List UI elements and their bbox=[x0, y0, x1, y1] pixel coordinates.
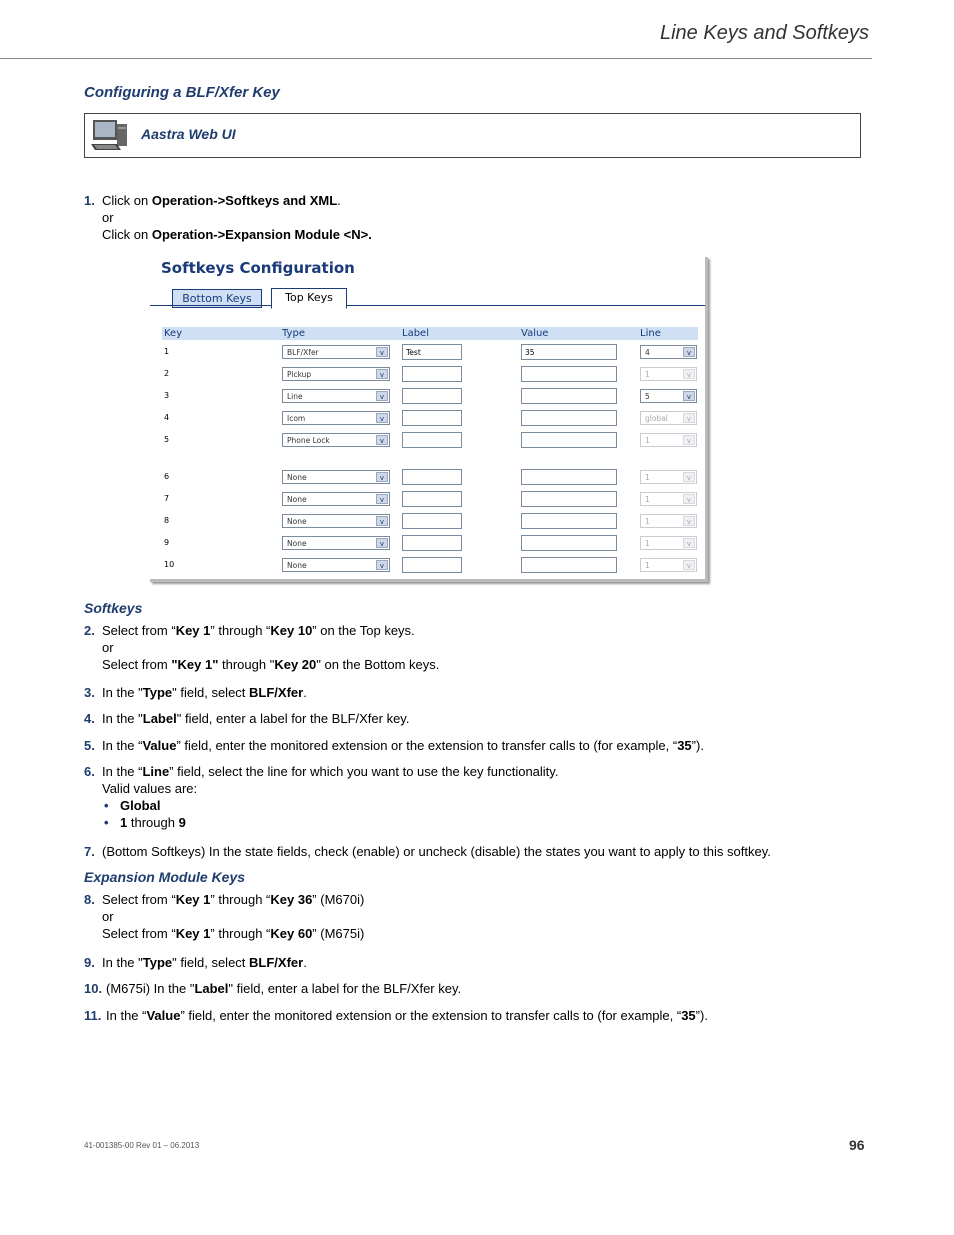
step-number: 5. bbox=[84, 738, 95, 753]
key-number: 1 bbox=[164, 347, 170, 356]
line-value: 1 bbox=[645, 539, 650, 548]
softkeys-subtitle: Softkeys bbox=[84, 600, 143, 616]
type-value: None bbox=[287, 473, 307, 482]
step-text: ”). bbox=[691, 738, 704, 753]
list-item bbox=[102, 814, 884, 831]
step-10 bbox=[84, 980, 884, 997]
table-row bbox=[162, 410, 698, 428]
step-6 bbox=[84, 763, 884, 831]
web-ui-label: Aastra Web UI bbox=[141, 126, 236, 142]
key-number: 8 bbox=[164, 516, 170, 525]
type-select[interactable] bbox=[282, 536, 390, 550]
chevron-down-icon: v bbox=[376, 435, 388, 445]
step-text: Select from “ bbox=[102, 926, 176, 941]
step-text: . bbox=[303, 685, 307, 700]
chevron-down-icon: v bbox=[376, 347, 388, 357]
line-value: 1 bbox=[645, 473, 650, 482]
chevron-down-icon: v bbox=[683, 472, 695, 482]
type-select[interactable] bbox=[282, 514, 390, 528]
chevron-down-icon: v bbox=[683, 347, 695, 357]
type-value: Phone Lock bbox=[287, 436, 330, 445]
line-value: 1 bbox=[645, 561, 650, 570]
line-select bbox=[640, 492, 697, 506]
bold-text: Key 36 bbox=[270, 892, 313, 907]
step-text: In the " bbox=[102, 685, 143, 700]
valid-values-list bbox=[102, 797, 884, 831]
chevron-down-icon: v bbox=[683, 494, 695, 504]
line-value: 1 bbox=[645, 517, 650, 526]
chevron-down-icon: v bbox=[376, 472, 388, 482]
chevron-down-icon: v bbox=[376, 516, 388, 526]
step-number: 7. bbox=[84, 844, 95, 859]
value-input[interactable]: 35 bbox=[521, 344, 617, 360]
step-text: through " bbox=[218, 657, 275, 672]
table-row bbox=[162, 432, 698, 450]
step-text: ” field, enter the monitored extension or the extension to transfer calls to (for example, “ bbox=[180, 1008, 682, 1023]
chevron-down-icon: v bbox=[683, 435, 695, 445]
label-input[interactable] bbox=[402, 491, 462, 507]
label-input[interactable] bbox=[402, 410, 462, 426]
step-text: " field, select bbox=[172, 955, 250, 970]
step-text: ” on the Top keys. bbox=[312, 623, 415, 638]
step-number: 4. bbox=[84, 711, 95, 726]
bold-text: Global bbox=[120, 798, 161, 813]
step-text: In the " bbox=[102, 955, 143, 970]
step-text: In the " bbox=[102, 711, 143, 726]
value-input[interactable] bbox=[521, 513, 617, 529]
or-text: or bbox=[102, 640, 114, 655]
table-header bbox=[162, 327, 698, 340]
label-input[interactable]: Test bbox=[402, 344, 462, 360]
column-value: Value bbox=[521, 328, 549, 339]
value-input[interactable] bbox=[521, 535, 617, 551]
label-input[interactable] bbox=[402, 557, 462, 573]
computer-icon bbox=[91, 118, 131, 152]
step-1 bbox=[84, 192, 884, 243]
or-text: or bbox=[102, 210, 114, 225]
aastra-web-ui-callout bbox=[84, 113, 861, 158]
document-id: 41-001385-00 Rev 01 – 06.2013 bbox=[84, 1141, 200, 1150]
step-7 bbox=[84, 843, 884, 860]
value-input[interactable] bbox=[521, 410, 617, 426]
chevron-down-icon: v bbox=[376, 538, 388, 548]
table-row bbox=[162, 366, 698, 384]
step-number: 3. bbox=[84, 685, 95, 700]
line-value: 1 bbox=[645, 370, 650, 379]
chevron-down-icon: v bbox=[376, 391, 388, 401]
line-select bbox=[640, 411, 697, 425]
step-text: In the “ bbox=[102, 764, 143, 779]
step-3 bbox=[84, 684, 884, 701]
bold-text: Label bbox=[194, 981, 229, 996]
step-text: In the “ bbox=[106, 1008, 147, 1023]
line-select bbox=[640, 514, 697, 528]
step-text: through bbox=[127, 815, 179, 830]
step-text: ” field, select the line for which you want to use the key functionality. bbox=[169, 764, 559, 779]
key-number: 5 bbox=[164, 435, 170, 444]
type-select[interactable] bbox=[282, 345, 390, 359]
screenshot-title: Softkeys Configuration bbox=[161, 259, 355, 277]
bold-text: 1 bbox=[120, 815, 128, 830]
type-value: None bbox=[287, 561, 307, 570]
chevron-down-icon: v bbox=[683, 516, 695, 526]
column-key: Key bbox=[164, 328, 183, 339]
label-input[interactable] bbox=[402, 535, 462, 551]
or-text: or bbox=[102, 909, 114, 924]
value-input[interactable] bbox=[521, 557, 617, 573]
bold-text: Value bbox=[146, 1008, 181, 1023]
step-text: . bbox=[303, 955, 307, 970]
step-number: 9. bbox=[84, 955, 95, 970]
tab-bottom-keys[interactable]: Bottom Keys bbox=[172, 289, 262, 308]
step-text: ” field, enter the monitored extension or the extension to transfer calls to (for example, “ bbox=[176, 738, 678, 753]
table-row bbox=[162, 469, 698, 487]
section-title: Configuring a BLF/Xfer Key bbox=[84, 84, 280, 101]
bold-text: Key 1 bbox=[175, 892, 211, 907]
table-row bbox=[162, 491, 698, 509]
line-select bbox=[640, 470, 697, 484]
bold-text: Key 10 bbox=[270, 623, 313, 638]
bold-text: Key 60 bbox=[270, 926, 313, 941]
menu-path: Operation->Expansion Module <N>. bbox=[151, 227, 372, 242]
key-number: 7 bbox=[164, 494, 170, 503]
bold-text: Value bbox=[142, 738, 177, 753]
bold-text: BLF/Xfer bbox=[249, 685, 304, 700]
step-number: 8. bbox=[84, 892, 95, 907]
value-input[interactable] bbox=[521, 366, 617, 382]
table-row bbox=[162, 557, 698, 575]
menu-path: Operation->Softkeys and XML bbox=[151, 193, 338, 208]
chevron-down-icon: v bbox=[683, 538, 695, 548]
header-divider bbox=[0, 58, 872, 59]
column-label: Label bbox=[402, 328, 429, 339]
chevron-down-icon: v bbox=[376, 369, 388, 379]
type-select[interactable] bbox=[282, 558, 390, 572]
line-select bbox=[640, 367, 697, 381]
line-value: 4 bbox=[645, 348, 650, 357]
label-input[interactable] bbox=[402, 469, 462, 485]
bold-text: Line bbox=[142, 764, 170, 779]
bold-text: Type bbox=[142, 955, 173, 970]
type-select[interactable] bbox=[282, 470, 390, 484]
step-4 bbox=[84, 710, 884, 727]
column-type: Type bbox=[282, 328, 305, 339]
step-text: (M675i) In the " bbox=[106, 981, 195, 996]
label-input[interactable] bbox=[402, 366, 462, 382]
line-value: 1 bbox=[645, 495, 650, 504]
step-number: 10. bbox=[84, 981, 103, 996]
chevron-down-icon: v bbox=[683, 560, 695, 570]
label-input[interactable] bbox=[402, 388, 462, 404]
step-9 bbox=[84, 954, 884, 971]
line-select bbox=[640, 433, 697, 447]
bold-text: Key 1 bbox=[175, 623, 211, 638]
label-input[interactable] bbox=[402, 513, 462, 529]
chevron-down-icon: v bbox=[683, 369, 695, 379]
key-number: 6 bbox=[164, 472, 170, 481]
type-select[interactable] bbox=[282, 367, 390, 381]
tab-top-keys[interactable]: Top Keys bbox=[271, 288, 347, 309]
step-text: ”). bbox=[695, 1008, 708, 1023]
bold-text: "Key 1" bbox=[171, 657, 219, 672]
step-text: " field, select bbox=[172, 685, 250, 700]
value-input[interactable] bbox=[521, 432, 617, 448]
step-text: Click on bbox=[102, 193, 152, 208]
type-value: Line bbox=[287, 392, 303, 401]
step-text: In the “ bbox=[102, 738, 143, 753]
table-row bbox=[162, 535, 698, 553]
chevron-down-icon: v bbox=[683, 413, 695, 423]
step-number: 1. bbox=[84, 193, 95, 208]
step-11 bbox=[84, 1007, 884, 1024]
step-text: " on the Bottom keys. bbox=[316, 657, 440, 672]
table-row bbox=[162, 513, 698, 531]
key-number: 3 bbox=[164, 391, 170, 400]
step-number: 11. bbox=[84, 1008, 102, 1023]
list-item bbox=[102, 797, 884, 814]
key-number: 9 bbox=[164, 538, 170, 547]
valid-values-text: Valid values are: bbox=[102, 781, 198, 796]
chevron-down-icon: v bbox=[376, 494, 388, 504]
line-select bbox=[640, 536, 697, 550]
bold-text: Label bbox=[142, 711, 177, 726]
key-number: 2 bbox=[164, 369, 170, 378]
step-2 bbox=[84, 622, 884, 673]
step-text: ” through “ bbox=[210, 926, 271, 941]
step-text: " field, enter a label for the BLF/Xfer key. bbox=[176, 711, 410, 726]
chevron-down-icon: v bbox=[683, 391, 695, 401]
step-number: 2. bbox=[84, 623, 95, 638]
step-text: ” through “ bbox=[210, 623, 271, 638]
bold-text: Key 1 bbox=[175, 926, 211, 941]
tab-underline bbox=[150, 305, 705, 306]
type-select[interactable] bbox=[282, 433, 390, 447]
page-header-title: Line Keys and Softkeys bbox=[659, 22, 869, 44]
step-text: ” through “ bbox=[210, 892, 271, 907]
step-8 bbox=[84, 891, 884, 942]
line-select[interactable] bbox=[640, 389, 697, 403]
expansion-module-subtitle: Expansion Module Keys bbox=[84, 869, 246, 885]
step-text: Select from “ bbox=[102, 892, 176, 907]
type-value: None bbox=[287, 539, 307, 548]
type-select[interactable] bbox=[282, 492, 390, 506]
page-number: 96 bbox=[849, 1137, 865, 1153]
bold-text: Key 20 bbox=[274, 657, 317, 672]
step-text: Select from “ bbox=[102, 623, 176, 638]
type-select[interactable] bbox=[282, 389, 390, 403]
line-select[interactable] bbox=[640, 345, 697, 359]
step-5 bbox=[84, 737, 884, 754]
chevron-down-icon: v bbox=[376, 413, 388, 423]
table-row bbox=[162, 388, 698, 406]
line-value: global bbox=[645, 414, 668, 423]
bold-text: 9 bbox=[178, 815, 186, 830]
step-text: ” (M670i) bbox=[312, 892, 365, 907]
step-text: Select from bbox=[102, 657, 172, 672]
table-row bbox=[162, 344, 698, 362]
step-text: Click on bbox=[102, 227, 152, 242]
step-text: . bbox=[337, 193, 341, 208]
label-input[interactable] bbox=[402, 432, 462, 448]
line-value: 1 bbox=[645, 436, 650, 445]
key-number: 10 bbox=[164, 560, 175, 569]
value-input[interactable] bbox=[521, 388, 617, 404]
bold-text: Type bbox=[142, 685, 173, 700]
step-number: 6. bbox=[84, 764, 95, 779]
column-line: Line bbox=[640, 328, 661, 339]
value-input[interactable] bbox=[521, 491, 617, 507]
bold-text: BLF/Xfer bbox=[249, 955, 304, 970]
line-select bbox=[640, 558, 697, 572]
type-select[interactable] bbox=[282, 411, 390, 425]
line-value: 5 bbox=[645, 392, 650, 401]
softkeys-configuration-screenshot bbox=[150, 257, 708, 582]
type-value: BLF/Xfer bbox=[287, 348, 319, 357]
key-number: 4 bbox=[164, 413, 170, 422]
value-input[interactable] bbox=[521, 469, 617, 485]
type-value: Icom bbox=[287, 414, 306, 423]
bold-text: 35 bbox=[677, 738, 692, 753]
chevron-down-icon: v bbox=[376, 560, 388, 570]
type-value: None bbox=[287, 517, 307, 526]
type-value: Pickup bbox=[287, 370, 312, 379]
step-text: " field, enter a label for the BLF/Xfer key. bbox=[228, 981, 462, 996]
bold-text: 35 bbox=[681, 1008, 696, 1023]
step-text: ” (M675i) bbox=[312, 926, 365, 941]
step-text: (Bottom Softkeys) In the state fields, check (enable) or uncheck (disable) the states you want to apply to this softkey. bbox=[102, 844, 771, 859]
type-value: None bbox=[287, 495, 307, 504]
